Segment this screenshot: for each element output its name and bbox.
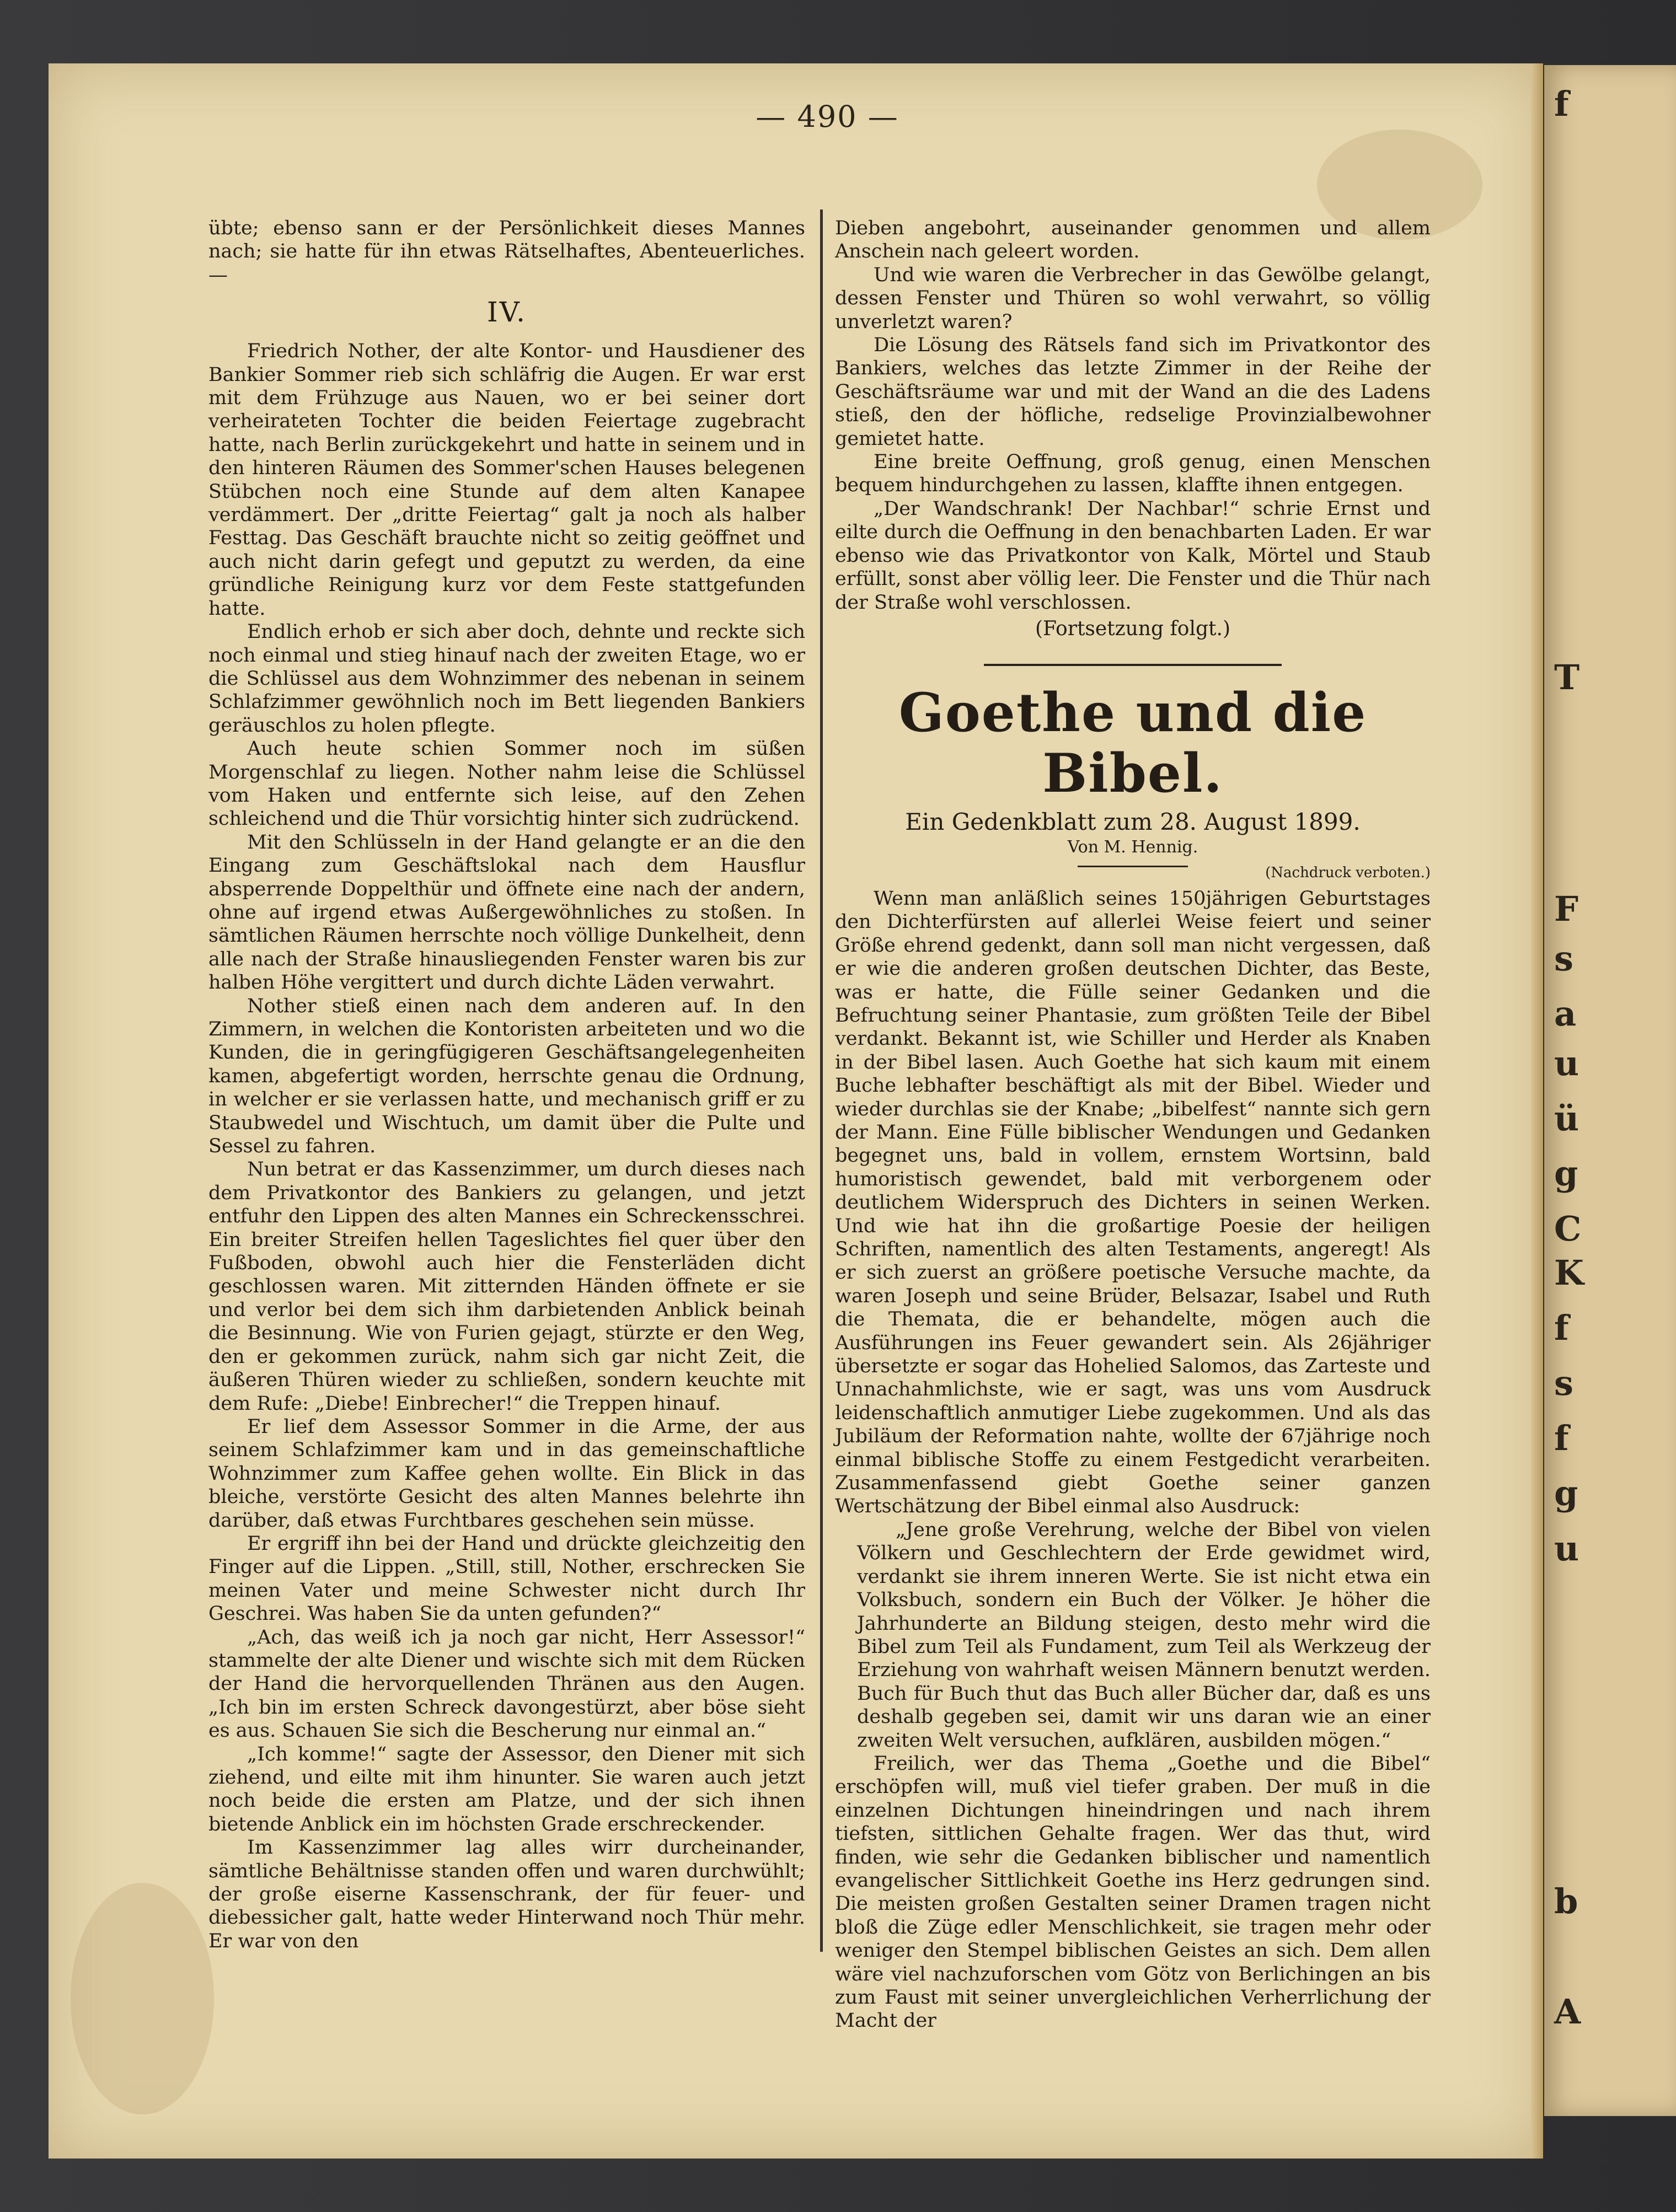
- paragraph: Er ergriff ihn bei der Hand und drückte gleichzeitig den Finger auf die Lippen. „Still, still, Nother, erschrecken Sie meinen Vater und meine Schwester nicht durch Ihr Geschrei. Was haben Sie da unten gefunden?“: [208, 1532, 805, 1625]
- article-title: Goethe und die Bibel.: [898, 681, 1367, 804]
- paragraph: Nother stieß einen nach dem anderen auf. In den Zimmern, in welchen die Kontoristen arbeiteten und wo die Kunden, die in geringfügigeren Geschäftsangelegenheiten kamen, abgefertigt worden, herrschte genau die Ordnung, in welcher er sie verlassen hatte, und mechanisch griff er zu Staubwedel und Wischtuch, um damit über die Pulte und Sessel zu fahren.: [208, 995, 805, 1158]
- byline-rule: [1078, 866, 1188, 867]
- neighbor-fragment: f: [1554, 84, 1569, 124]
- neighbor-fragment: u: [1554, 1043, 1579, 1083]
- paragraph: Und wie waren die Verbrecher in das Gewölbe gelangt, dessen Fenster und Thüren so wohl verwahrt, so völlig unverletzt waren?: [835, 264, 1431, 333]
- continued-note: (Fortsetzung folgt.): [1035, 617, 1230, 640]
- neighbor-fragment: f: [1554, 1418, 1569, 1458]
- quote-text: „Jene große Verehrung, welche der Bibel von vielen Völkern und Geschlechtern der Erde gewidmet wird, verdankt sie ihrem inneren Werte. Sie ist nicht etwa ein Volksbuch, sondern ein Buch der Völker. Je höher die Jahrhunderte an Bildung steigen, desto mehr wird die Bibel zum Teil als Fundament, zum Teil als Werkzeug der Erziehung von wahrhaft weisen Männern benutzt werden. Buch für Buch thut das Buch aller Bücher dar, daß es uns deshalb gegeben sei, damit wir uns daran wie an einer zweiten Welt versuchen, aufklären, ausbilden mögen.“: [857, 1518, 1431, 1752]
- neighbor-fragment: A: [1554, 1991, 1581, 2032]
- article-byline: Von M. Hennig.: [1067, 837, 1198, 857]
- paragraph: Dieben angebohrt, auseinander genommen und allem Anschein nach geleert worden.: [835, 217, 1431, 263]
- page-edge: [1531, 63, 1543, 2159]
- neighbor-fragment: s: [1554, 1363, 1573, 1403]
- article-subtitle: Ein Gedenkblatt zum 28. August 1899.: [905, 808, 1361, 835]
- neighbor-fragment: g: [1554, 1153, 1578, 1194]
- column-divider: [820, 210, 823, 1952]
- paragraph: Friedrich Nother, der alte Kontor- und Hausdiener des Bankier Sommer rieb sich schläfrig die Augen. Er war erst mit dem Frühzuge aus Nauen, wo er bei seiner dort verheirateten Tochter die beiden Feiertage zugebracht hatte, nach Berlin zurückgekehrt und hatte in seinem und in den hinteren Räumen des Sommer'schen Hauses belegenen Stübchen noch eine Stunde auf dem alten Kanapee verdämmert. Der „dritte Feiertag“ galt ja noch als halber Festtag. Das Geschäft brauchte nicht so zeitig geöffnet und auch nicht darin gefegt und geputzt zu werden, da eine gründliche Reinigung kurz vor dem Feste stattgefunden hatte.: [208, 340, 805, 620]
- left-column: [208, 217, 805, 1953]
- neighbor-fragment: ü: [1554, 1098, 1579, 1139]
- neighbor-fragment: b: [1554, 1881, 1578, 1921]
- neighbor-fragment: F: [1554, 889, 1579, 929]
- neighbor-fragment: g: [1554, 1473, 1578, 1513]
- goethe-quote: [835, 1518, 1431, 1752]
- paragraph: übte; ebenso sann er der Persönlichkeit dieses Mannes nach; sie hatte für ihn etwas Rätselhaftes, Abenteuerliches. —: [208, 217, 805, 286]
- article-separator: [984, 664, 1282, 666]
- paragraph: Er lief dem Assessor Sommer in die Arme, der aus seinem Schlafzimmer kam und in das gemeinschaftliche Wohnzimmer zum Kaffee gehen wollte. Ein Blick in das bleiche, verstörte Gesicht des alten Mannes belehrte ihn darüber, daß etwas Furchtbares geschehen sein müsse.: [208, 1415, 805, 1532]
- paragraph: Nun betrat er das Kassenzimmer, um durch dieses nach dem Privatkontor des Bankiers zu gelangen, und jetzt entfuhr den Lippen des alten Mannes ein Schreckensschrei. Ein breiter Streifen hellen Tageslichtes fiel quer über den Fußboden, obwohl auch hier die Fensterläden dicht geschlossen waren. Mit zitternden Händen öffnete er sie und verlor bei dem sich ihm darbietenden Anblick beinah die Besinnung. Wie von Furien gejagt, stürzte er den Weg, den er gekommen zurück, nahm sich gar nicht Zeit, die äußeren Thüren wieder zu schließen, sondern keuchte mit dem Rufe: „Diebe! Einbrecher!“ die Treppen hinauf.: [208, 1158, 805, 1415]
- paragraph: Freilich, wer das Thema „Goethe und die Bibel“ erschöpfen will, muß viel tiefer graben. Der muß in die einzelnen Dichtungen hineindringen und nach ihrem tiefsten, sittlichen Gehalte fragen. Wer das thut, wird finden, wie sehr die Gedanken biblischer und namentlich evangelischer Sittlichkeit Goethe ins Herz gedrungen sind. Die meisten großen Gestalten seiner Dramen tragen nicht bloß die Züge edler Menschlichkeit, sie tragen mehr oder weniger den Stempel biblischen Geistes an sich. Dem allen wäre viel nachzuforschen vom Götz von Berlichingen an bis zum Faust mit seiner unvergleichlichen Verherrlichung der Macht der: [835, 1752, 1431, 2032]
- paragraph: „Ach, das weiß ich ja noch gar nicht, Herr Assessor!“ stammelte der alte Diener und wischte sich mit dem Rücken der Hand die hervorquellenden Thränen aus den Augen. „Ich bin im ersten Schreck davongestürzt, aber böse sieht es aus. Schauen Sie sich die Bescherung nur einmal an.“: [208, 1626, 805, 1742]
- right-column: [835, 217, 1431, 2033]
- section-heading: IV.: [486, 296, 527, 329]
- paragraph: Endlich erhob er sich aber doch, dehnte und reckte sich noch einmal und stieg hinauf nach der zweiten Etage, wo er die Schlüssel aus dem Wohnzimmer des nebenan in seinem Schlafzimmer gewöhnlich noch im Bett liegenden Bankiers geräuschlos zu holen pflegte.: [208, 621, 805, 737]
- paragraph: „Der Wandschrank! Der Nachbar!“ schrie Ernst und eilte durch die Oeffnung in den benachbarten Laden. Er war ebenso wie das Privatkontor von Kalk, Mörtel und Staub erfüllt, sonst aber völlig leer. Die Fenster und die Thür nach der Straße wohl verschlossen.: [835, 497, 1431, 614]
- neighbor-fragment: C: [1554, 1209, 1582, 1249]
- paragraph: Eine breite Oeffnung, groß genug, einen Menschen bequem hindurchgehen zu lassen, klaffte ihnen entgegen.: [835, 451, 1431, 497]
- neighbor-page: [1544, 65, 1676, 2116]
- paragraph: Wenn man anläßlich seines 150jährigen Geburtstages den Dichterfürsten auf allerlei Weise feiert und seiner Größe ehrend gedenkt, dann soll man nicht vergessen, daß er wie die anderen großen deutschen Dichter, das Beste, was er hatte, die Fülle seiner Gedanken und die Befruchtung seiner Phantasie, zum größten Teile der Bibel verdankt. Bekannt ist, wie Schiller und Herder als Knaben in der Bibel lasen. Auch Goethe hat sich kaum mit einem Buche lebhafter beschäftigt als mit der Bibel. Wieder und wieder durchlas sie der Knabe; „bibelfest“ nannte sich gern der Mann. Eine Fülle biblischer Wendungen und Gedanken begegnet uns, bald in vollem, ernstem Wortsinn, bald humoristisch gewendet, bald mit verborgenem oder deutlichem Widerspruch des Dichters in seinen Werken. Und wie hat ihn die großartige Poesie der heiligen Schriften, namentlich des alten Testaments, angeregt! Als er sich zuerst an größere poetische Versuche machte, da waren Joseph und seine Brüder, Belsazar, Isabel und Ruth die Themata, die er behandelte, mögen auch die Ausführungen ins Feuer gewandert sein. Als 26jähriger übersetzte er sogar das Hohelied Salomos, das Zarteste und Unnachahmlichste, wie er sagt, was uns vom Ausdruck leidenschaftlich anmutiger Liebe zugekommen. Und als das Jubiläum der Reformation nahte, wollte der 67jährige noch einmal biblische Stoffe zu einem Festgedicht verarbeiten. Zusammenfassend giebt Goethe seiner ganzen Wertschätzung der Bibel einmal also Ausdruck:: [835, 887, 1431, 1518]
- paragraph: „Ich komme!“ sagte der Assessor, den Diener mit sich ziehend, und eilte mit ihm hinunter. Sie waren auch jetzt noch beide die ersten am Platze, und der sich ihnen bietende Anblick ein im höchsten Grade erschreckender.: [208, 1743, 805, 1835]
- neighbor-fragment: T: [1554, 657, 1580, 697]
- neighbor-fragment: u: [1554, 1528, 1579, 1569]
- paper-stain: [71, 1883, 214, 2114]
- rights-note: (Nachdruck verboten.): [1265, 864, 1431, 881]
- page-number: — 490 —: [756, 99, 899, 134]
- paragraph: Im Kassenzimmer lag alles wirr durcheinander, sämtliche Behältnisse standen offen und waren durchwühlt; der große eiserne Kassenschrank, der für feuer- und diebessicher galt, hatte weder Hinterwand noch Thür mehr. Er war von den: [208, 1837, 805, 1952]
- paragraph: Die Lösung des Rätsels fand sich im Privatkontor des Bankiers, welches das letzte Zimmer in der Reihe der Geschäftsräume war und mit der Wand an die des Ladens stieß, den der höfliche, redselige Provinzialbewohner gemietet hatte.: [835, 334, 1431, 450]
- neighbor-fragment: K: [1554, 1253, 1584, 1293]
- neighbor-fragment: a: [1554, 994, 1577, 1034]
- paragraph: Mit den Schlüsseln in der Hand gelangte er an die den Eingang zum Geschäftslokal nach dem Hausflur absperrende Doppelthür und öffnete eine nach der andern, ohne auf irgend etwas Außergewöhnliches zu stoßen. In sämtlichen Räumen herrschte noch völlige Dunkelheit, denn alle nach der Straße hinausliegenden Fenster waren bis zur halben Höhe vergittert und durch dichte Läden verwahrt.: [208, 831, 805, 994]
- neighbor-fragment: f: [1554, 1308, 1569, 1348]
- paragraph: Auch heute schien Sommer noch im süßen Morgenschlaf zu liegen. Nother nahm leise die Schlüssel vom Haken und entfernte sich leise, auf den Zehen schleichend und die Thür vorsichtig hinter sich zudrückend.: [208, 738, 805, 830]
- neighbor-fragment: s: [1554, 938, 1573, 979]
